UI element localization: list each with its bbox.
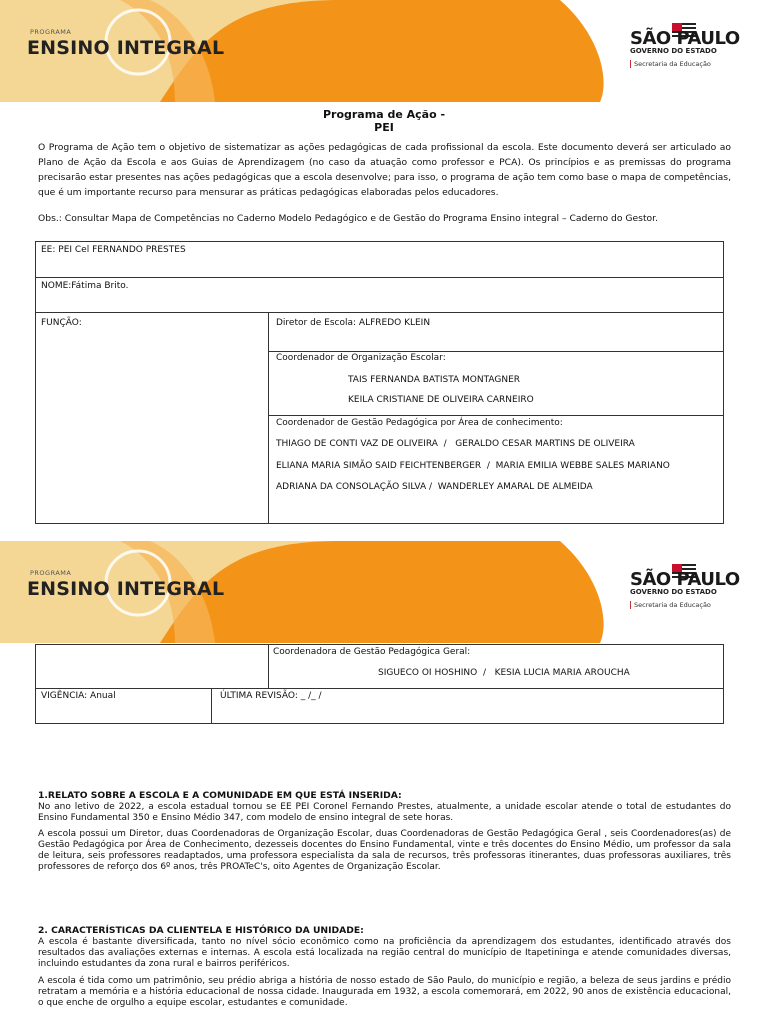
doc-title-line2: PEI — [374, 121, 394, 134]
section2-paragraph2: A escola é tida como um patrimônio, seu prédio abriga a história de nosso estado de São Paulo, do município e região, a beleza de seus jardins e prédio retratam a memória e a história educacional de nossa cidade. Inaugurada em 1932, a escola comemorará, em 2022, 90 anos de existência educacional, o que enche de orgulho a equipe escolar, estudantes e comunidade. — [38, 976, 731, 1008]
sp-secretaria: Secretaria da Educação — [630, 601, 740, 609]
table-divider — [268, 312, 269, 524]
intro-paragraph: O Programa de Ação tem o objetivo de sistematizar as ações pedagógicas de cada profissional da escola. Este documento deverá ser articulado ao Plano de Ação da Escola e aos Guias de Aprendizagem (no caso da atuação como professor e PCA). Os princípios e as premissas do programa precisarão estar presentes nas ações pedagógicas que a escola desenvolve; para isso, o programa de ação tem como base o mapa de competências, que é um importante recurso para mensurar as práticas pedagógicas elaboradas pelos educadores. — [38, 142, 731, 198]
sp-government-logo — [630, 569, 740, 609]
revisao-value: _ /_ / — [300, 691, 322, 701]
coord-ped-names-2: ELIANA MARIA SIMÃO SAID FEICHTENBERGER / MARIA EMILIA WEBBE SALES MARIANO — [276, 461, 670, 471]
section2-paragraph1: A escola é bastante diversificada, tanto no nível sócio econômico como na proficiência da aprendizagem dos estudantes, identificado através dos resultados das avaliações externas e internas. A escola está localizada na região central do município de Itapetininga e atende comunidades diversas, incluindo estudantes da zona rural e bairros periféricos. — [38, 937, 731, 969]
table-divider — [35, 277, 724, 278]
sp-title: SÃO PAULO — [630, 569, 740, 590]
coord-org-label: Coordenador de Organização Escolar: — [276, 353, 446, 363]
ensino-integral-logo — [27, 28, 224, 59]
school-name: EE: PEI Cel FERNANDO PRESTES — [41, 245, 186, 255]
logo-big-text: ENSINO INTEGRAL — [27, 578, 225, 600]
director-name: Diretor de Escola: ALFREDO KLEIN — [276, 318, 431, 328]
coord-org-name-1: TAIS FERNANDA BATISTA MONTAGNER — [348, 375, 521, 385]
section2-heading: 2. CARACTERÍSTICAS DA CLIENTELA E HISTÓRICO DA UNIDADE: — [38, 925, 364, 936]
section1-heading: 1.RELATO SOBRE A ESCOLA E A COMUNIDADE EM QUE ESTÁ INSERIDA: — [38, 790, 402, 801]
revisao — [220, 690, 322, 702]
logo-big-text: ENSINO INTEGRAL — [27, 37, 225, 59]
sp-secretaria: Secretaria da Educação — [630, 60, 740, 68]
logo-small-text: PROGRAMA — [30, 569, 72, 577]
coord-ped-names-3: ADRIANA DA CONSOLAÇÃO SILVA / WANDERLEY AMARAL DE ALMEIDA — [276, 482, 593, 492]
logo-small-text: PROGRAMA — [30, 28, 72, 36]
coord-ped-label: Coordenador de Gestão Pedagógica por Área de conhecimento: — [276, 418, 563, 428]
coord-org-name-2: KEILA CRISTIANE DE OLIVEIRA CARNEIRO — [348, 395, 534, 405]
table-divider — [211, 688, 212, 724]
sp-subtitle: GOVERNO DO ESTADO — [630, 588, 717, 596]
person-name: NOME:Fátima Brito. — [41, 281, 129, 291]
section1-paragraph1: No ano letivo de 2022, a escola estadual tornou se EE PEI Coronel Fernando Prestes, atualmente, a unidade escolar atende o total de estudantes do Ensino Fundamental 350 e Ensino Médio 347, com modelo de ensino integral de sete horas. — [38, 802, 731, 823]
coord-geral-names: SIGUECO OI HOSHINO / KESIA LUCIA MARIA AROUCHA — [378, 668, 630, 678]
doc-title-line1: Programa de Ação - — [322, 108, 446, 121]
sp-government-logo — [630, 28, 740, 68]
function-label: FUNÇÃO: — [41, 318, 82, 328]
coord-geral-label: Coordenadora de Gestão Pedagógica Geral: — [273, 647, 471, 657]
section1-paragraph2: A escola possui um Diretor, duas Coordenadoras de Organização Escolar, duas Coordenadoras de Gestão Pedagógica Geral , seis Coordenadores(as) de Gestão Pedagógica por Área de Conhecimento, dezesseis docentes do Ensino Fundamental, vinte e três docentes do Ensino Médio, um professor da sala de leitura, seis professores readaptados, uma professora especialista da sala de recursos, três professoras itinerantes, duas professoras auxiliares, três professores de reforço dos 6º anos, três PROATeC's, oito Agentes de Organização Escolar. — [38, 829, 731, 872]
vigencia: VIGÊNCIA: Anual — [41, 691, 116, 701]
ensino-integral-logo — [27, 569, 224, 600]
sp-title: SÃO PAULO — [630, 28, 740, 49]
sp-subtitle: GOVERNO DO ESTADO — [630, 47, 717, 55]
obs-paragraph: Obs.: Consultar Mapa de Competências no Caderno Modelo Pedagógico e de Gestão do Programa Ensino integral – Caderno do Gestor. — [38, 213, 659, 224]
table-divider — [35, 312, 724, 313]
table-divider — [268, 415, 724, 416]
coord-ped-names-1: THIAGO DE CONTI VAZ DE OLIVEIRA / GERALDO CESAR MARTINS DE OLIVEIRA — [276, 439, 635, 449]
table-divider — [35, 688, 724, 689]
page-header-1 — [0, 0, 768, 102]
table-divider — [268, 644, 269, 688]
page-header-2 — [0, 541, 768, 643]
revisao-label: ÚLTIMA REVISÃO: — [220, 691, 298, 701]
